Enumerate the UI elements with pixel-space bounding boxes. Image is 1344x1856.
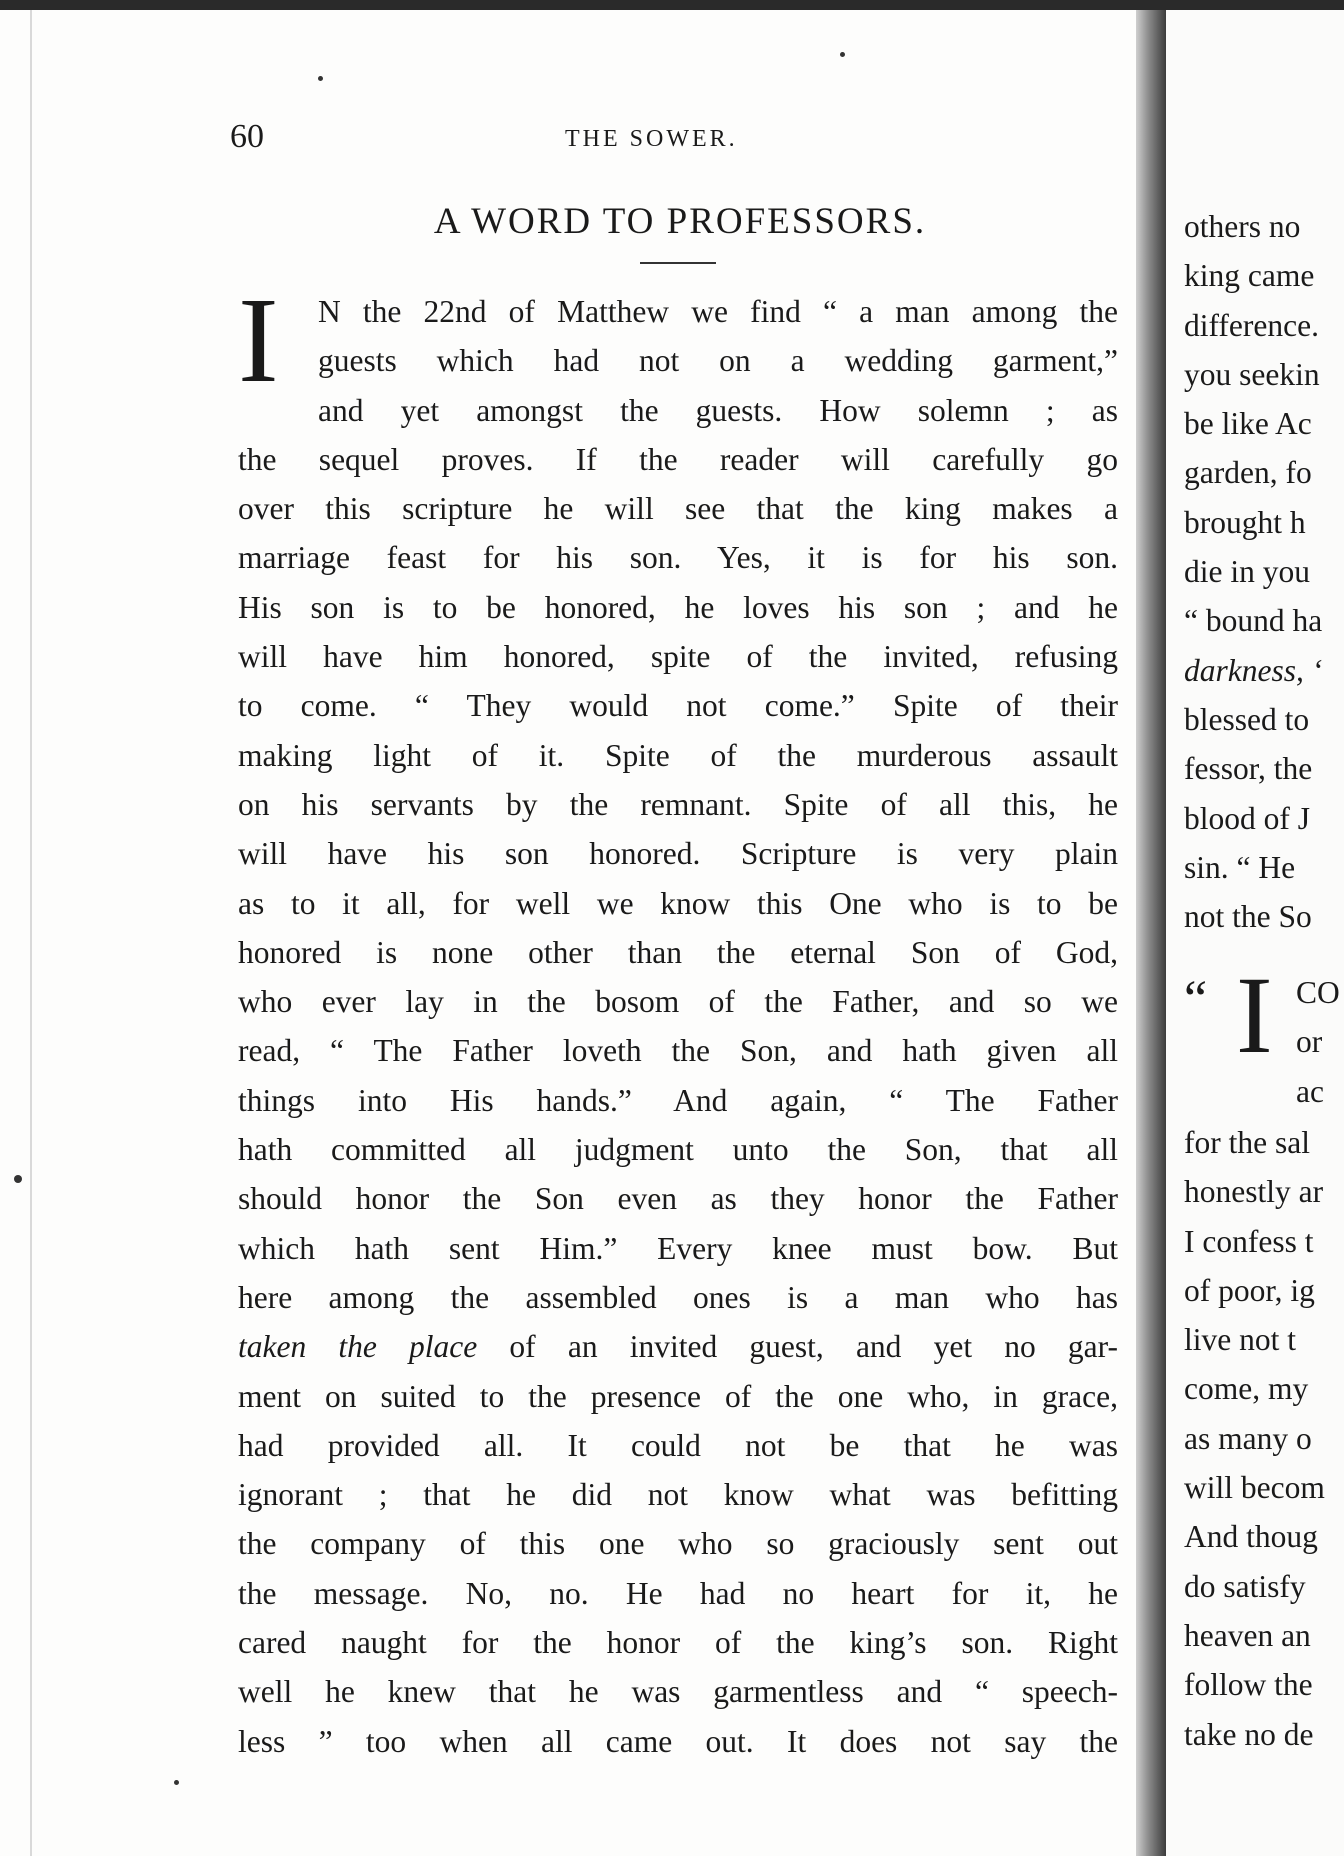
facing-line: be like Ac: [1184, 406, 1312, 442]
running-head: THE SOWER.: [565, 126, 738, 152]
text-line: here among the assembled ones is a man who has: [238, 1279, 1118, 1315]
facing-text-bottom: [1184, 1118, 1344, 1759]
text-line: over this scripture he will see that the king makes a: [238, 491, 1118, 527]
page-edge-line: [30, 10, 32, 1856]
facing-line: difference.: [1184, 307, 1319, 343]
text-line: things into His hands.” And again, “ The Father: [238, 1082, 1118, 1118]
facing-line: of poor, ig: [1184, 1272, 1315, 1308]
text-line: ment on suited to the presence of the one who, in grace,: [238, 1378, 1118, 1414]
facing-line: I confess t: [1184, 1223, 1314, 1259]
text-line: hath committed all judgment unto the Son, that all: [238, 1132, 1118, 1168]
facing-line: as many o: [1184, 1420, 1312, 1456]
paper-speck: [840, 52, 845, 57]
facing-line: follow the: [1184, 1667, 1313, 1703]
facing-line: you seekin: [1184, 356, 1320, 392]
text-line: which hath sent Him.” Every knee must bow. But: [238, 1230, 1118, 1266]
text-line: read, “ The Father loveth the Son, and hath given all: [238, 1033, 1118, 1069]
text-line: who ever lay in the bosom of the Father, and so we: [238, 984, 1118, 1020]
drop-cap: I: [238, 273, 279, 408]
facing-text-top: [1184, 202, 1344, 941]
facing-line: blood of J: [1184, 800, 1310, 836]
facing-line: others no: [1184, 209, 1301, 244]
text-line: His son is to be honored, he loves his son ; and he: [238, 589, 1118, 625]
facing-line: brought h: [1184, 504, 1306, 540]
facing-line: honestly ar: [1184, 1174, 1324, 1210]
facing-line: ac: [1296, 1073, 1324, 1109]
facing-page: [1166, 10, 1344, 1856]
page-top-edge: [0, 0, 1344, 10]
facing-line: blessed to: [1184, 701, 1310, 737]
facing-line: do satisfy: [1184, 1568, 1306, 1604]
facing-line: CO: [1296, 975, 1340, 1010]
text-line: marriage feast for his son. Yes, it is for his son.: [238, 540, 1118, 576]
article-title: A WORD TO PROFESSORS.: [433, 201, 927, 242]
text-line: should honor the Son even as they honor the Father: [238, 1181, 1118, 1217]
facing-open-quote: “: [1184, 971, 1208, 1028]
facing-line: for the sal: [1184, 1125, 1310, 1160]
text-line: and yet amongst the guests. How solemn ; as: [318, 392, 1118, 428]
text-line: N the 22nd of Matthew we find “ a man among the: [318, 294, 1118, 329]
text-line: well he knew that he was garmentless and “ speech-: [238, 1674, 1118, 1710]
text-line: on his servants by the remnant. Spite of all this, he: [238, 786, 1118, 822]
text-line: guests which had not on a wedding garment,”: [318, 343, 1118, 379]
text-line: will have him honored, spite of the invited, refusing: [238, 639, 1118, 675]
text-line: honored is none other than the eternal Son of God,: [238, 934, 1118, 970]
facing-line: live not t: [1184, 1322, 1296, 1358]
text-line: taken the place of an invited guest, and yet no gar-: [238, 1329, 1118, 1365]
text-line: to come. “ They would not come.” Spite of their: [238, 688, 1118, 724]
text-line: less ” too when all came out. It does not say the: [238, 1723, 1118, 1759]
facing-line: take no de: [1184, 1716, 1314, 1752]
text-line: the sequel proves. If the reader will carefully go: [238, 441, 1118, 477]
text-line: the company of this one who so graciously sent out: [238, 1526, 1118, 1562]
page-header: [230, 118, 1130, 168]
text-line: the message. No, no. He had no heart for it, he: [238, 1575, 1118, 1611]
facing-line: sin. “ He: [1184, 849, 1296, 885]
facing-line: And thoug: [1184, 1519, 1318, 1555]
text-line: will have his son honored. Scripture is very plain: [238, 836, 1118, 872]
text-line: as to it all, for well we know this One who is to be: [238, 885, 1118, 921]
paper-speck: [14, 1175, 22, 1183]
facing-line: king came: [1184, 258, 1315, 294]
facing-line: will becom: [1184, 1470, 1325, 1506]
paper-speck: [318, 76, 323, 81]
facing-line: fessor, the: [1184, 751, 1313, 787]
facing-line: heaven an: [1184, 1617, 1311, 1653]
facing-line: die in you: [1184, 554, 1310, 590]
facing-line: not the So: [1184, 899, 1312, 935]
text-line: making light of it. Spite of the murderous assault: [238, 737, 1118, 773]
title-rule: [640, 262, 716, 264]
paper-speck: [174, 1780, 179, 1785]
facing-line: or: [1296, 1024, 1323, 1060]
facing-drop-cap: I: [1236, 954, 1273, 1076]
page-number: 60: [230, 118, 264, 155]
facing-head-lines: [1296, 968, 1340, 1116]
facing-line: darkness, ‘: [1184, 652, 1323, 688]
facing-line: garden, fo: [1184, 455, 1312, 491]
book-gutter: [1136, 10, 1166, 1856]
article-body: [238, 287, 1118, 1766]
facing-line: “ bound ha: [1184, 603, 1323, 639]
facing-line: come, my: [1184, 1371, 1309, 1407]
text-line: ignorant ; that he did not know what was befitting: [238, 1477, 1118, 1513]
text-line: had provided all. It could not be that he was: [238, 1427, 1118, 1463]
text-line: cared naught for the honor of the king’s son. Right: [238, 1625, 1118, 1661]
